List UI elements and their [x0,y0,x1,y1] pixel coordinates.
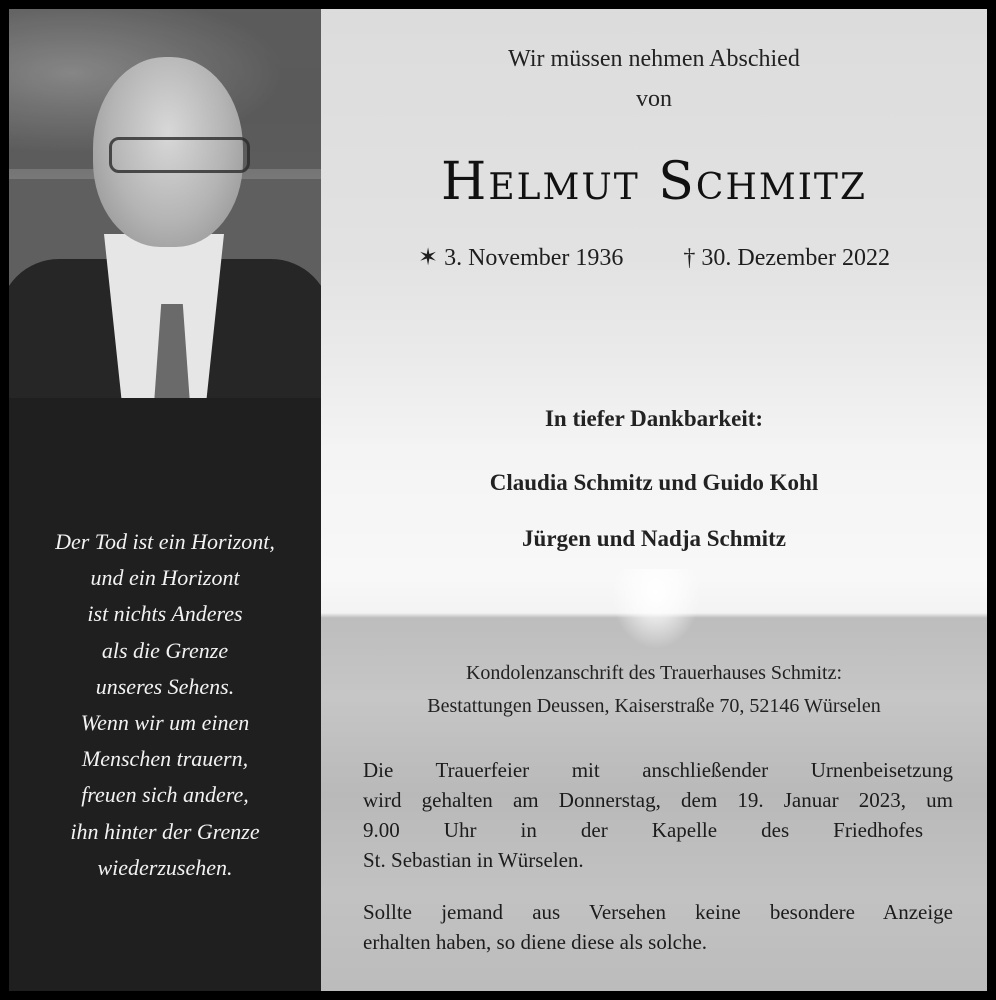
notice-paragraph [363,897,953,957]
poem [9,524,321,886]
cross-icon: † [683,245,696,271]
mourners-heading: In tiefer Dankbarkeit: [544,406,764,431]
ceremony-paragraph [363,755,953,875]
poem-line: als die Grenze [101,637,229,663]
intro-line: von [636,86,672,112]
intro-line: Wir müssen nehmen Abschied [508,46,800,72]
mourner-family: Claudia Schmitz und Guido Kohl [489,470,819,495]
poem-line: und ein Horizont [90,565,240,591]
poem-line: wiederzusehen. [97,854,233,880]
deceased-name: Helmut Schmitz [441,152,867,212]
left-panel [9,9,321,991]
star-icon: ✶ [417,245,439,271]
ceremony-line: 9.00 Uhr in der Kapelle des Friedhofes [363,818,923,842]
condolence-address [321,657,987,723]
right-panel [321,9,987,991]
condolence-label: Kondolenzanschrift des Trauerhauses Schmitz: [465,662,843,684]
poem-line: unseres Sehens. [95,673,235,699]
ceremony-line: wird gehalten am Donnerstag, dem 19. Januar 2023, um [363,788,953,812]
photo-glasses [109,137,250,173]
ceremony-line: Die Trauerfeier mit anschließender Urnenbeisetzung [363,758,953,782]
birth-date: 3. November 1936 [444,245,624,271]
poem-line: ihn hinter der Grenze [70,818,260,844]
poem-line: ist nichts Anderes [87,601,243,627]
death-date: 30. Dezember 2022 [701,245,890,271]
poem-line: Menschen trauern, [81,746,249,772]
poem-line: Der Tod ist ein Horizont, [55,529,275,554]
portrait-photo [9,9,321,398]
poem-line: Wenn wir um einen [80,710,250,736]
poem-line: freuen sich andere, [81,782,249,808]
mourner-family: Jürgen und Nadja Schmitz [522,526,786,551]
notice-line: erhalten haben, so diene diese als solche. [363,930,708,954]
notice-line: Sollte jemand aus Versehen keine besondere Anzeige [363,900,953,924]
sunset-glow [611,569,701,649]
life-dates [321,243,987,272]
obituary-card [9,9,987,991]
ceremony-line: St. Sebastian in Würselen. [363,848,584,872]
condolence-address-line: Bestattungen Deussen, Kaiserstraße 70, 52146 Würselen [427,695,881,717]
intro-text [321,39,987,119]
